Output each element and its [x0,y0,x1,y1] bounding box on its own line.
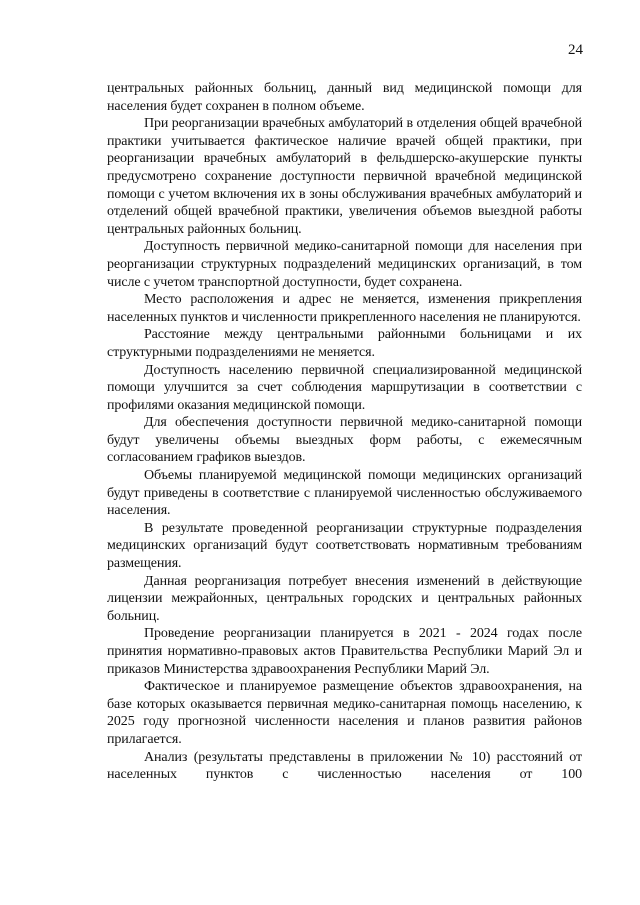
paragraph-continued: центральных районных больниц, данный вид медицинской помощи для населения будет сохранен в полном объеме. [107,81,582,114]
paragraph-analysis: Анализ (результаты представлены в приложении № 10) расстояний от населенных пунктов с численностью населения от 100 [107,749,582,783]
paragraph-licenses: Данная реорганизация потребует внесения изменений в действующие лицензии межрайонных, центральных городских и центральных районных больниц. [107,573,582,624]
paragraph-result: В результате проведенной реорганизации структурные подразделения медицинских организаций будут соответствовать нормативным требованиям размещения. [107,520,582,572]
paragraph-care-volumes: Объемы планируемой медицинской помощи медицинских организаций будут приведены в соответствие с планируемой численностью обслуживаемого населения. [107,468,582,519]
document-body [107,80,582,784]
paragraph-location-address: Место расположения и адрес не меняется, изменения прикрепления населенных пунктов и численности прикрепленного населения не планируются. [107,292,582,325]
page-number: 24 [568,42,583,58]
paragraph-timeline: Проведение реорганизации планируется в 2021 - 2024 годах после принятия нормативно-правовых актов Правительства Республики Марий Эл и приказов Министерства здравоохранения Республики Марий Эл. [107,626,582,677]
paragraph-specialized-care: Доступность населению первичной специализированной медицинской помощи улучшится за счет соблюдения маршрутизации в соответствии с профилями оказания медицинской помощи. [107,362,582,413]
paragraph-field-work: Для обеспечения доступности первичной медико-санитарной помощи будут увеличены объемы выездных форм работы, с ежемесячным согласованием графиков выездов. [107,415,582,466]
paragraph-reorganization-ambulatories: При реорганизации врачебных амбулаторий в отделения общей врачебной практики учитывается фактическое наличие врачей общей практики, при реорганизации врачебных амбулаторий в фельдшерско-акушерские пункты предусмотрено сохранение доступности первичной врачебной медицинской помощи с учетом включения их в зоны обслуживания врачебных амбулаторий и отделений общей врачебной практики, увеличения объемов выездной работы центральных районных больниц. [107,116,582,237]
paragraph-facilities-placement: Фактическое и планируемое размещение объектов здравоохранения, на базе которых оказывается первичная медико-санитарная помощь населению, к 2025 году прогнозной численности населения и планов развития районов прилагается. [107,679,582,747]
paragraph-distance: Расстояние между центральными районными больницами и их структурными подразделениями не меняется. [107,327,582,360]
paragraph-primary-care-availability: Доступность первичной медико-санитарной помощи для населения при реорганизации структурных подразделений медицинских организаций, в том числе с учетом транспортной доступности, будет сохранена. [107,239,582,290]
